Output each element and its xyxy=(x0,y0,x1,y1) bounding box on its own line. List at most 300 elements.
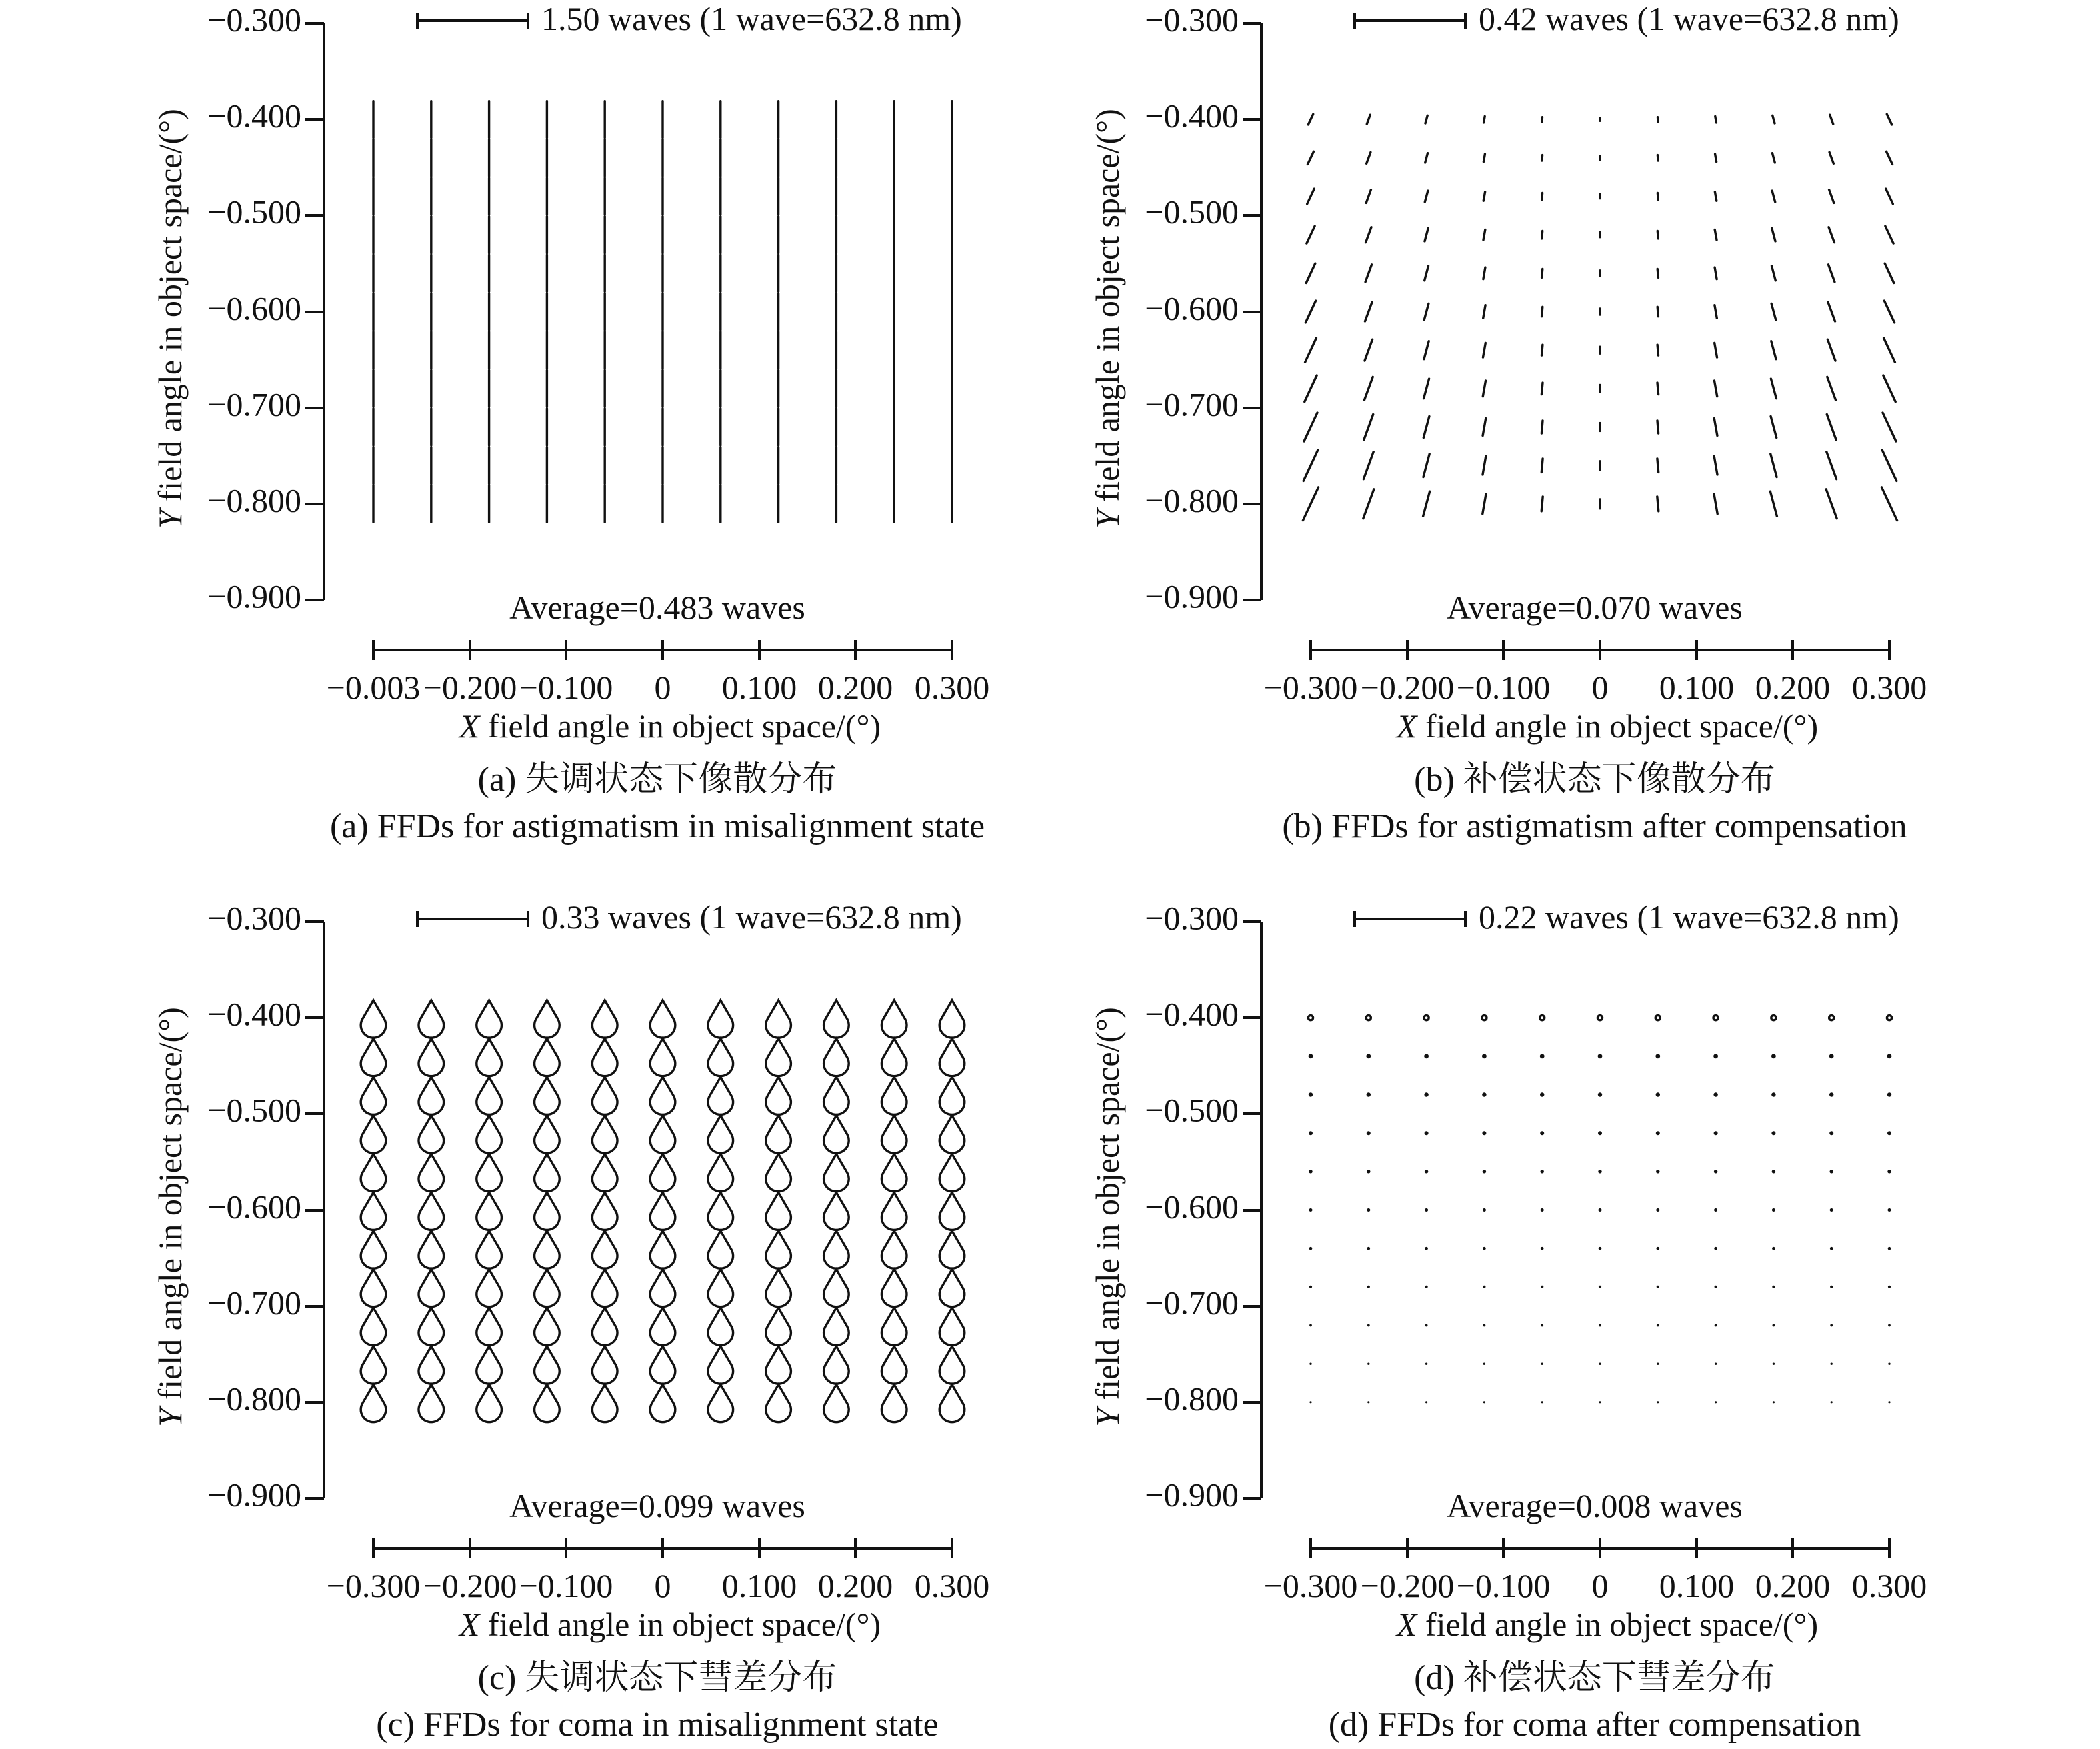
panel-b xyxy=(1089,0,1927,845)
caption-en: (a) FFDs for astigmatism in misalignment state xyxy=(329,807,985,845)
coma-mark xyxy=(419,1192,444,1230)
coma-mark xyxy=(1425,1208,1428,1212)
coma-mark xyxy=(1829,1131,1833,1135)
coma-mark xyxy=(1773,1363,1775,1365)
coma-mark xyxy=(477,1154,502,1192)
astigmatism-mark xyxy=(1657,345,1658,355)
x-tick-label: −0.100 xyxy=(1456,669,1551,706)
coma-mark xyxy=(1483,1401,1485,1403)
coma-mark xyxy=(1366,1016,1371,1020)
coma-mark xyxy=(419,1231,444,1268)
x-tick-label: 0.300 xyxy=(914,1567,990,1604)
coma-mark xyxy=(1309,1054,1313,1058)
caption-en: (b) FFDs for astigmatism after compensation xyxy=(1282,807,1907,845)
coma-mark xyxy=(1713,1054,1718,1058)
astigmatism-mark xyxy=(1423,454,1429,477)
astigmatism-mark xyxy=(1773,153,1775,163)
coma-mark xyxy=(650,1192,675,1230)
coma-mark xyxy=(535,1385,560,1422)
coma-mark xyxy=(1771,1131,1775,1135)
coma-mark xyxy=(1830,1247,1833,1250)
y-tick-labels xyxy=(1145,1,1239,615)
astigmatism-mark xyxy=(1363,452,1373,479)
x-tick-label: −0.003 xyxy=(326,669,421,706)
astigmatism-mark xyxy=(1827,339,1835,361)
coma-mark xyxy=(1599,1247,1602,1250)
coma-mark xyxy=(1309,1170,1312,1173)
coma-mark xyxy=(650,1270,675,1307)
astigmatism-mark xyxy=(1657,421,1659,433)
coma-mark xyxy=(708,1000,733,1038)
coma-mark xyxy=(766,1346,791,1384)
astigmatism-mark xyxy=(1773,115,1775,123)
astigmatism-mark xyxy=(1542,269,1543,277)
coma-mark xyxy=(1830,1286,1833,1288)
coma-mark xyxy=(1655,1054,1660,1058)
y-tick-label: −0.600 xyxy=(1145,289,1239,327)
coma-mark xyxy=(1599,1208,1602,1212)
coma-mark xyxy=(361,1385,386,1422)
coma-mark xyxy=(1772,1170,1775,1173)
astigmatism-mark xyxy=(1827,377,1836,400)
astigmatism-mark xyxy=(1307,226,1315,243)
coma-mark xyxy=(1540,1054,1545,1058)
astigmatism-mark xyxy=(1714,494,1717,514)
coma-mark xyxy=(1598,1131,1602,1135)
coma-mark xyxy=(824,1116,849,1153)
x-tick-label: −0.300 xyxy=(326,1567,421,1604)
coma-mark xyxy=(1713,1092,1717,1096)
y-tick-label: −0.700 xyxy=(1145,1284,1239,1322)
y-tick-label: −0.800 xyxy=(207,1380,301,1418)
coma-mark xyxy=(477,1231,502,1268)
x-tick-label: −0.100 xyxy=(1456,1567,1551,1604)
coma-mark xyxy=(535,1270,560,1307)
astigmatism-mark xyxy=(1308,114,1313,125)
coma-mark xyxy=(419,1308,444,1345)
coma-mark xyxy=(419,1154,444,1192)
y-tick-label: −0.300 xyxy=(207,899,301,937)
coma-mark xyxy=(1541,1401,1543,1403)
astigmatism-mark xyxy=(1483,456,1486,475)
y-tick-labels xyxy=(1145,899,1239,1513)
coma-mark xyxy=(592,1000,617,1038)
coma-mark xyxy=(592,1039,617,1076)
x-tick-label: 0.100 xyxy=(1659,669,1735,706)
coma-mark xyxy=(1367,1401,1369,1403)
astigmatism-mark xyxy=(1714,456,1717,475)
coma-mark xyxy=(1831,1363,1833,1365)
coma-mark xyxy=(592,1346,617,1384)
x-tick-label: 0.200 xyxy=(1755,1567,1831,1604)
coma-mark xyxy=(1367,1247,1371,1250)
caption-en: (d) FFDs for coma after compensation xyxy=(1328,1706,1861,1744)
astigmatism-mark xyxy=(1541,459,1543,472)
astigmatism-mark xyxy=(1829,152,1833,163)
coma-mark xyxy=(477,1192,502,1230)
astigmatism-mark xyxy=(1483,343,1486,357)
y-tick-label: −0.600 xyxy=(1145,1188,1239,1226)
coma-mark xyxy=(1541,1363,1543,1365)
coma-mark xyxy=(1599,1401,1601,1403)
coma-mark xyxy=(824,1270,849,1307)
coma-mark xyxy=(1830,1324,1833,1327)
coma-mark xyxy=(1424,1092,1428,1096)
astigmatism-mark xyxy=(1715,154,1717,162)
astigmatism-mark xyxy=(1887,151,1893,164)
astigmatism-mark xyxy=(1884,338,1895,362)
coma-mark xyxy=(1888,1324,1891,1327)
coma-mark xyxy=(1367,1363,1369,1365)
y-ticks xyxy=(305,23,324,600)
coma-mark xyxy=(881,1039,907,1076)
y-tick-label: −0.700 xyxy=(207,385,301,423)
coma-mark xyxy=(1714,1131,1718,1135)
astigmatism-mark xyxy=(1772,229,1775,241)
caption-zh: (d) 补偿状态下彗差分布 xyxy=(1414,1659,1775,1697)
astigmatism-mark xyxy=(1886,189,1893,204)
coma-mark xyxy=(650,1000,675,1038)
coma-mark xyxy=(1715,1324,1717,1327)
astigmatism-mark xyxy=(1305,375,1317,402)
coma-mark xyxy=(1309,1286,1312,1288)
marks xyxy=(361,1000,965,1422)
coma-mark xyxy=(1366,1054,1371,1058)
coma-mark xyxy=(824,1000,849,1038)
y-tick-label: −0.900 xyxy=(1145,1476,1239,1514)
y-tick-label: −0.800 xyxy=(207,481,301,519)
y-tick-label: −0.900 xyxy=(207,577,301,615)
astigmatism-mark xyxy=(1483,419,1486,436)
coma-mark xyxy=(824,1231,849,1268)
y-tick-label: −0.700 xyxy=(207,1284,301,1322)
coma-mark xyxy=(766,1039,791,1076)
x-tick-label: 0 xyxy=(1591,1567,1609,1604)
astigmatism-mark xyxy=(1364,415,1373,440)
coma-mark xyxy=(361,1308,386,1345)
coma-mark xyxy=(881,1077,907,1114)
coma-mark xyxy=(1367,1092,1371,1096)
coma-mark xyxy=(881,1346,907,1384)
x-tick-label: 0.100 xyxy=(721,669,797,706)
x-axis-title: X field angle in object space/(°) xyxy=(1396,1606,1819,1643)
scale-label: 0.22 waves (1 wave=632.8 nm) xyxy=(1479,898,1899,936)
coma-mark xyxy=(1773,1324,1775,1327)
coma-mark xyxy=(1367,1170,1370,1173)
coma-mark xyxy=(1598,1054,1603,1058)
coma-mark xyxy=(592,1385,617,1422)
coma-mark xyxy=(708,1192,733,1230)
astigmatism-mark xyxy=(1772,191,1775,202)
coma-mark xyxy=(1599,1286,1601,1288)
y-ticks xyxy=(1243,23,1261,600)
coma-mark xyxy=(1541,1208,1544,1212)
coma-mark xyxy=(1714,1208,1717,1212)
coma-mark xyxy=(1425,1324,1428,1327)
coma-mark xyxy=(1887,1092,1891,1096)
astigmatism-mark xyxy=(1885,263,1894,283)
coma-mark xyxy=(939,1039,965,1076)
coma-mark xyxy=(1597,1016,1602,1020)
x-tick-label: 0 xyxy=(654,1567,671,1604)
x-tick-label: 0.100 xyxy=(1659,1567,1735,1604)
coma-mark xyxy=(939,1308,965,1345)
coma-mark xyxy=(1714,1247,1717,1250)
coma-mark xyxy=(1540,1092,1544,1096)
x-tick-label: −0.300 xyxy=(1263,669,1358,706)
coma-mark xyxy=(535,1039,560,1076)
coma-mark xyxy=(535,1346,560,1384)
coma-mark xyxy=(1425,1286,1428,1288)
astigmatism-mark xyxy=(1770,491,1777,516)
astigmatism-mark xyxy=(1715,305,1717,319)
y-axis-title: Y field angle in object space/(°) xyxy=(151,1007,189,1427)
coma-mark xyxy=(592,1077,617,1114)
y-tick-label: −0.400 xyxy=(1145,97,1239,135)
x-tick-label: −0.300 xyxy=(1263,1567,1358,1604)
panel-a xyxy=(151,0,989,845)
coma-mark xyxy=(535,1116,560,1153)
astigmatism-mark xyxy=(1303,450,1318,481)
astigmatism-mark xyxy=(1715,381,1717,397)
coma-mark xyxy=(419,1077,444,1114)
coma-mark xyxy=(1887,1054,1892,1058)
coma-mark xyxy=(1367,1324,1370,1327)
coma-mark xyxy=(419,1346,444,1384)
coma-mark xyxy=(1657,1401,1659,1403)
coma-mark xyxy=(1540,1016,1545,1020)
coma-mark xyxy=(766,1000,791,1038)
x-tick-label: −0.200 xyxy=(423,669,517,706)
coma-mark xyxy=(1772,1208,1775,1212)
x-axis-title: X field angle in object space/(°) xyxy=(1396,707,1819,745)
coma-mark xyxy=(1309,1247,1313,1250)
coma-mark xyxy=(881,1231,907,1268)
average-label: Average=0.099 waves xyxy=(509,1487,805,1524)
astigmatism-mark xyxy=(1827,415,1836,440)
astigmatism-mark xyxy=(1826,489,1837,519)
x-tick-label: −0.100 xyxy=(519,669,613,706)
astigmatism-mark xyxy=(1308,151,1314,164)
scale-label: 0.42 waves (1 wave=632.8 nm) xyxy=(1479,0,1899,37)
coma-mark xyxy=(708,1077,733,1114)
y-tick-label: −0.400 xyxy=(207,97,301,135)
x-tick-labels xyxy=(1264,669,1927,706)
coma-mark xyxy=(939,1077,965,1114)
astigmatism-mark xyxy=(1542,155,1543,161)
astigmatism-mark xyxy=(1425,266,1429,281)
y-tick-label: −0.700 xyxy=(1145,385,1239,423)
coma-mark xyxy=(1772,1247,1775,1250)
coma-mark xyxy=(939,1231,965,1268)
coma-mark xyxy=(1483,1286,1485,1288)
coma-mark xyxy=(1483,1170,1486,1173)
coma-mark xyxy=(1715,1363,1717,1365)
coma-mark xyxy=(535,1000,560,1038)
y-tick-label: −0.800 xyxy=(1145,481,1239,519)
coma-mark xyxy=(939,1000,965,1038)
astigmatism-mark xyxy=(1715,192,1716,201)
astigmatism-mark xyxy=(1771,454,1777,477)
coma-mark xyxy=(1483,1324,1486,1327)
coma-mark xyxy=(361,1039,386,1076)
coma-mark xyxy=(1424,1054,1429,1058)
astigmatism-mark xyxy=(1883,413,1896,441)
astigmatism-mark xyxy=(1541,421,1543,433)
coma-mark xyxy=(1655,1016,1660,1020)
coma-mark xyxy=(766,1308,791,1345)
coma-mark xyxy=(1831,1401,1833,1403)
coma-mark xyxy=(1541,1286,1543,1288)
coma-mark xyxy=(939,1270,965,1307)
astigmatism-mark xyxy=(1881,487,1897,521)
coma-mark xyxy=(592,1231,617,1268)
y-ticks xyxy=(305,922,324,1498)
coma-mark xyxy=(477,1308,502,1345)
coma-mark xyxy=(650,1346,675,1384)
astigmatism-mark xyxy=(1483,494,1486,514)
astigmatism-mark xyxy=(1483,305,1485,319)
coma-mark xyxy=(1482,1016,1487,1020)
astigmatism-mark xyxy=(1541,383,1543,394)
coma-mark xyxy=(419,1270,444,1307)
x-tick-labels xyxy=(327,1567,990,1604)
astigmatism-mark xyxy=(1425,229,1428,241)
astigmatism-mark xyxy=(1423,491,1430,516)
astigmatism-mark xyxy=(1424,303,1429,319)
marks xyxy=(373,101,952,523)
coma-mark xyxy=(1367,1131,1371,1135)
coma-mark xyxy=(1773,1401,1775,1403)
coma-mark xyxy=(650,1231,675,1268)
astigmatism-mark xyxy=(1542,307,1543,316)
coma-mark xyxy=(1887,1170,1891,1173)
coma-mark xyxy=(361,1116,386,1153)
x-tick-label: 0.300 xyxy=(914,669,990,706)
astigmatism-mark xyxy=(1829,190,1834,203)
astigmatism-mark xyxy=(1658,117,1659,122)
astigmatism-mark xyxy=(1830,115,1833,124)
astigmatism-mark xyxy=(1657,307,1658,316)
x-tick-label: −0.100 xyxy=(519,1567,613,1604)
coma-mark xyxy=(1888,1286,1891,1288)
coma-mark xyxy=(650,1385,675,1422)
coma-mark xyxy=(881,1154,907,1192)
coma-mark xyxy=(1309,1131,1313,1135)
coma-mark xyxy=(1829,1016,1834,1020)
y-tick-label: −0.600 xyxy=(207,1188,301,1226)
marks xyxy=(1308,1016,1891,1404)
coma-mark xyxy=(1656,1131,1660,1135)
astigmatism-mark xyxy=(1884,301,1894,323)
coma-mark xyxy=(1888,1401,1890,1403)
coma-mark xyxy=(477,1000,502,1038)
average-label: Average=0.008 waves xyxy=(1447,1487,1743,1524)
coma-mark xyxy=(477,1077,502,1114)
coma-mark xyxy=(1887,1131,1891,1135)
coma-mark xyxy=(881,1000,907,1038)
coma-mark xyxy=(592,1192,617,1230)
coma-mark xyxy=(1829,1092,1833,1096)
caption-en: (c) FFDs for coma in misalignment state xyxy=(376,1706,939,1744)
caption-zh: (c) 失调状态下彗差分布 xyxy=(477,1659,837,1697)
coma-mark xyxy=(881,1192,907,1230)
coma-mark xyxy=(824,1346,849,1384)
caption-zh: (b) 补偿状态下像散分布 xyxy=(1414,761,1775,799)
coma-mark xyxy=(824,1154,849,1192)
coma-mark xyxy=(1656,1170,1659,1173)
coma-mark xyxy=(1309,1092,1313,1096)
coma-mark xyxy=(1598,1092,1602,1096)
coma-mark xyxy=(361,1000,386,1038)
coma-mark xyxy=(1888,1208,1891,1212)
astigmatism-mark xyxy=(1771,379,1776,399)
astigmatism-mark xyxy=(1715,267,1717,279)
marks xyxy=(1303,114,1897,520)
coma-mark xyxy=(1657,1247,1660,1250)
coma-mark xyxy=(1541,1247,1544,1250)
scale-label: 0.33 waves (1 wave=632.8 nm) xyxy=(541,898,962,936)
coma-mark xyxy=(1425,1247,1428,1250)
coma-mark xyxy=(592,1154,617,1192)
coma-mark xyxy=(708,1346,733,1384)
coma-mark xyxy=(1483,1363,1485,1365)
astigmatism-mark xyxy=(1424,379,1429,399)
y-tick-label: −0.400 xyxy=(207,995,301,1033)
coma-mark xyxy=(419,1116,444,1153)
coma-mark xyxy=(1599,1363,1601,1365)
coma-mark xyxy=(881,1270,907,1307)
coma-mark xyxy=(361,1346,386,1384)
coma-mark xyxy=(1830,1208,1833,1212)
coma-mark xyxy=(708,1231,733,1268)
astigmatism-mark xyxy=(1483,267,1485,279)
astigmatism-mark xyxy=(1657,193,1658,200)
coma-mark xyxy=(361,1231,386,1268)
x-axis-title: X field angle in object space/(°) xyxy=(459,707,881,745)
coma-mark xyxy=(535,1154,560,1192)
panel-c xyxy=(151,898,989,1744)
scale-label: 1.50 waves (1 wave=632.8 nm) xyxy=(541,0,962,37)
x-tick-label: 0.200 xyxy=(817,669,893,706)
astigmatism-mark xyxy=(1484,117,1485,123)
astigmatism-mark xyxy=(1425,153,1428,163)
coma-mark xyxy=(592,1308,617,1345)
coma-mark xyxy=(1888,1363,1890,1365)
astigmatism-mark xyxy=(1771,341,1776,359)
astigmatism-mark xyxy=(1882,450,1897,481)
astigmatism-mark xyxy=(1772,266,1776,281)
astigmatism-mark xyxy=(1425,191,1428,202)
coma-mark xyxy=(1887,1016,1891,1020)
coma-mark xyxy=(419,1000,444,1038)
x-tick-label: 0 xyxy=(1591,669,1609,706)
coma-mark xyxy=(1483,1247,1486,1250)
coma-mark xyxy=(1598,1170,1601,1173)
coma-mark xyxy=(650,1308,675,1345)
coma-mark xyxy=(650,1039,675,1076)
coma-mark xyxy=(535,1192,560,1230)
coma-mark xyxy=(766,1231,791,1268)
coma-mark xyxy=(824,1192,849,1230)
coma-mark xyxy=(1308,1016,1313,1020)
astigmatism-mark xyxy=(1771,303,1776,319)
coma-mark xyxy=(1656,1092,1660,1096)
y-axis-title: Y field angle in object space/(°) xyxy=(151,109,189,529)
coma-mark xyxy=(1657,1324,1659,1327)
coma-mark xyxy=(361,1154,386,1192)
coma-mark xyxy=(477,1039,502,1076)
